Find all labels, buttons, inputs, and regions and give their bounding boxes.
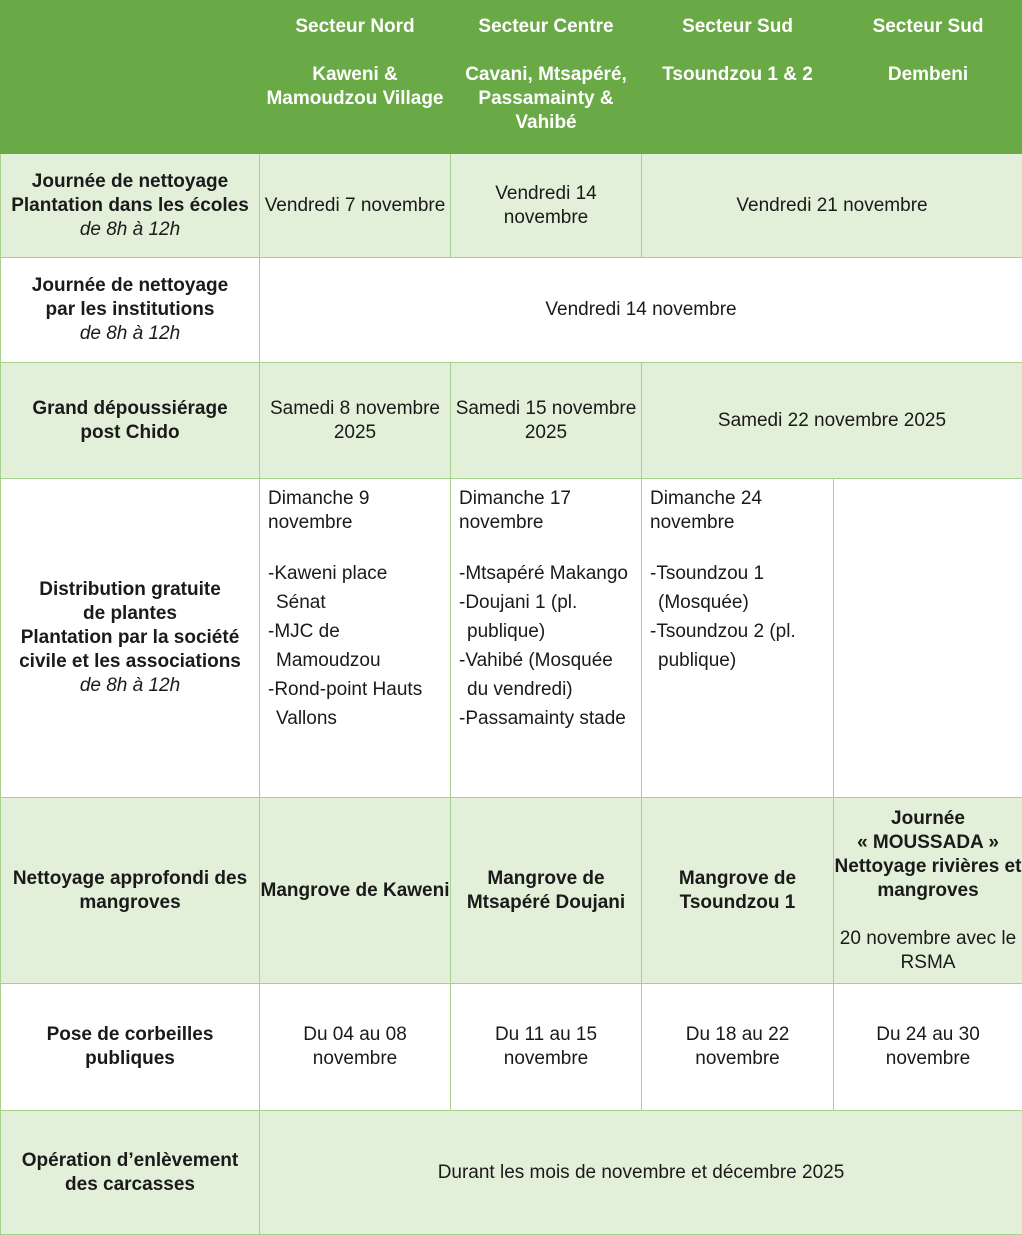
- row-nettoyage-institutions: [1, 258, 1022, 363]
- row-label: [1, 258, 260, 363]
- cell-centre: Vendredi 14 novembre: [451, 154, 642, 258]
- places-list: [650, 559, 825, 675]
- label-line: par les institutions: [9, 298, 251, 322]
- cell-centre: Samedi 15 novembre 2025: [451, 363, 642, 479]
- header-secteur-sud-dembeni: [834, 1, 1022, 154]
- label-line: Distribution gratuite: [9, 578, 251, 602]
- sector-area: Dembeni: [834, 63, 1022, 87]
- distribution-date: Dimanche 24 novembre: [650, 487, 825, 535]
- cell-all-sectors: Durant les mois de novembre et décembre 2025: [260, 1111, 1022, 1235]
- row-label: [1, 154, 260, 258]
- row-nettoyage-mangroves: [1, 798, 1022, 984]
- cell-sud: [642, 479, 834, 798]
- moussada-line: Nettoyage rivières et mangroves: [834, 855, 1022, 903]
- cell-all-sectors: Vendredi 14 novembre: [260, 258, 1022, 363]
- header-secteur-nord: [260, 1, 451, 154]
- row-label: [1, 363, 260, 479]
- distribution-date: Dimanche 17 novembre: [459, 487, 633, 535]
- cell-nord: Samedi 8 novembre 2025: [260, 363, 451, 479]
- sector-name: Secteur Sud: [834, 1, 1022, 63]
- header-empty-cell: [1, 1, 260, 154]
- sector-name: Secteur Centre: [451, 1, 641, 63]
- cell-sud: Du 18 au 22 novembre: [642, 984, 834, 1111]
- row-label: Pose de corbeilles publiques: [1, 984, 260, 1111]
- sector-name: Secteur Sud: [642, 1, 833, 63]
- hours-text: de 8h à 12h: [9, 322, 251, 346]
- hours-text: de 8h à 12h: [9, 218, 251, 242]
- sector-area: Cavani, Mtsapéré, Passamainty & Vahibé: [451, 63, 641, 135]
- label-line: Journée de nettoyage: [9, 274, 251, 298]
- moussada-date: 20 novembre avec le RSMA: [834, 927, 1022, 975]
- row-distribution-plantes: [1, 479, 1022, 798]
- row-pose-corbeilles: [1, 984, 1022, 1111]
- row-label: [1, 479, 260, 798]
- list-item: - Tsoundzou 2 (pl. publique): [650, 617, 825, 675]
- sector-area: Tsoundzou 1 & 2: [642, 63, 833, 87]
- cell-nord: Mangrove de Kaweni: [260, 798, 451, 984]
- cell-centre: Du 11 au 15 novembre: [451, 984, 642, 1111]
- hours-text: de 8h à 12h: [9, 674, 251, 698]
- label-line: Plantation dans les écoles: [9, 194, 251, 218]
- list-item: - Doujani 1 (pl. publique): [459, 588, 633, 646]
- list-item: - Vahibé (Mosquée du vendredi): [459, 646, 633, 704]
- label-line: Grand dépoussiérage: [9, 397, 251, 421]
- label-line: de plantes: [9, 602, 251, 626]
- cell-nord: Vendredi 7 novembre: [260, 154, 451, 258]
- header-secteur-sud-tsoundzou: [642, 1, 834, 154]
- list-item: - MJC de Mamoudzou: [268, 617, 442, 675]
- row-enlevement-carcasses: [1, 1111, 1022, 1235]
- row-nettoyage-ecoles: [1, 154, 1022, 258]
- cell-dembeni-empty: [834, 479, 1022, 798]
- sector-name: Secteur Nord: [260, 1, 450, 63]
- cell-dembeni: Du 24 au 30 novembre: [834, 984, 1022, 1111]
- cell-dembeni: [834, 798, 1022, 984]
- cell-sud: Vendredi 21 novembre: [642, 154, 1022, 258]
- label-line: Plantation par la société civile et les associations: [9, 626, 251, 674]
- list-item: - Passamainty stade: [459, 704, 633, 733]
- places-list: [268, 559, 442, 733]
- header-secteur-centre: [451, 1, 642, 154]
- cell-nord: [260, 479, 451, 798]
- cell-nord: Du 04 au 08 novembre: [260, 984, 451, 1111]
- row-label: Opération d’enlèvement des carcasses: [1, 1111, 260, 1235]
- row-depoussierage: [1, 363, 1022, 479]
- distribution-date: Dimanche 9 novembre: [268, 487, 442, 535]
- cell-sud: Samedi 22 novembre 2025: [642, 363, 1022, 479]
- cell-centre: [451, 479, 642, 798]
- cell-centre: Mangrove de Mtsapéré Doujani: [451, 798, 642, 984]
- list-item: - Tsoundzou 1 (Mosquée): [650, 559, 825, 617]
- places-list: [459, 559, 633, 733]
- row-label: Nettoyage approfondi des mangroves: [1, 798, 260, 984]
- moussada-line: Journée: [834, 807, 1022, 831]
- header-row: [1, 1, 1022, 154]
- sector-area: Kaweni & Mamoudzou Village: [260, 63, 450, 111]
- list-item: - Mtsapéré Makango: [459, 559, 633, 588]
- cell-sud: Mangrove de Tsoundzou 1: [642, 798, 834, 984]
- list-item: - Rond-point Hauts Vallons: [268, 675, 442, 733]
- moussada-line: « MOUSSADA »: [834, 831, 1022, 855]
- label-line: Journée de nettoyage: [9, 170, 251, 194]
- label-line: post Chido: [9, 421, 251, 445]
- list-item: - Kaweni place Sénat: [268, 559, 442, 617]
